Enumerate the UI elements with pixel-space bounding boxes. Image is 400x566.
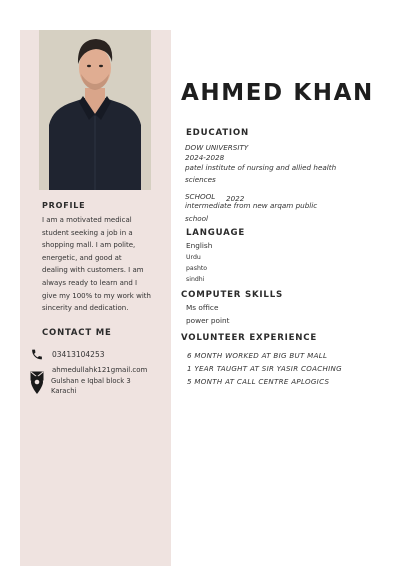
profile-line: student seeking a job in a (42, 228, 133, 237)
skill-item: power point (186, 316, 230, 325)
profile-heading: PROFILE (42, 201, 86, 210)
profile-line: I am a motivated medical (42, 216, 132, 224)
location-pin-icon (31, 376, 43, 398)
school-line: intermediate from new arqam public (185, 201, 318, 210)
language-item: sindhi (186, 276, 205, 283)
profile-photo (39, 30, 151, 190)
college-line: patel institute of nursing and allied health (185, 163, 337, 172)
skill-item: Ms office (186, 303, 219, 312)
volunteer-item: 1 YEAR TAUGHT AT SIR YASIR COACHING (187, 364, 342, 373)
profile-line: shopping mall. I am polite, (42, 241, 136, 250)
university-name: DOW UNIVERSITY (185, 143, 249, 152)
school-year: 2022 (226, 194, 245, 203)
profile-line: sincerity and dedication. (42, 304, 129, 313)
address-line: Karachi (51, 386, 77, 395)
volunteer-item: 6 MONTH WORKED AT BIG BUT MALL (187, 351, 328, 360)
profile-text (42, 214, 167, 315)
college-line: sciences (185, 175, 216, 184)
language-item: Urdu (186, 254, 201, 261)
profile-line: dealing with customers. I am (42, 266, 144, 275)
phone-icon (30, 346, 44, 365)
school-line: school (185, 214, 209, 223)
computer-skills-heading: COMPUTER SKILLS (181, 290, 283, 300)
contact-heading: CONTACT ME (42, 328, 112, 338)
education-heading: EDUCATION (186, 128, 250, 138)
profile-line: give my 100% to my work with (42, 291, 151, 300)
profile-line: energetic, and good at (42, 253, 122, 262)
profile-line: always ready to learn and I (42, 278, 138, 287)
address (51, 377, 131, 396)
person-name: AHMED KHAN (181, 80, 374, 106)
language-item: pashto (186, 265, 208, 272)
language-item: English (186, 241, 213, 250)
address-line: Gulshan e Iqbal block 3 (51, 377, 131, 385)
phone-number[interactable]: 03413104253 (52, 350, 105, 359)
email-address[interactable]: ahmedullahk121gmail.com (52, 366, 148, 374)
language-heading: LANGUAGE (186, 228, 246, 238)
volunteer-item: 5 MONTH AT CALL CENTRE APLOGICS (187, 377, 330, 386)
university-years: 2024-2028 (185, 153, 225, 162)
volunteer-heading: VOLUNTEER EXPERIENCE (181, 333, 318, 343)
school-label: SCHOOL (185, 192, 216, 201)
